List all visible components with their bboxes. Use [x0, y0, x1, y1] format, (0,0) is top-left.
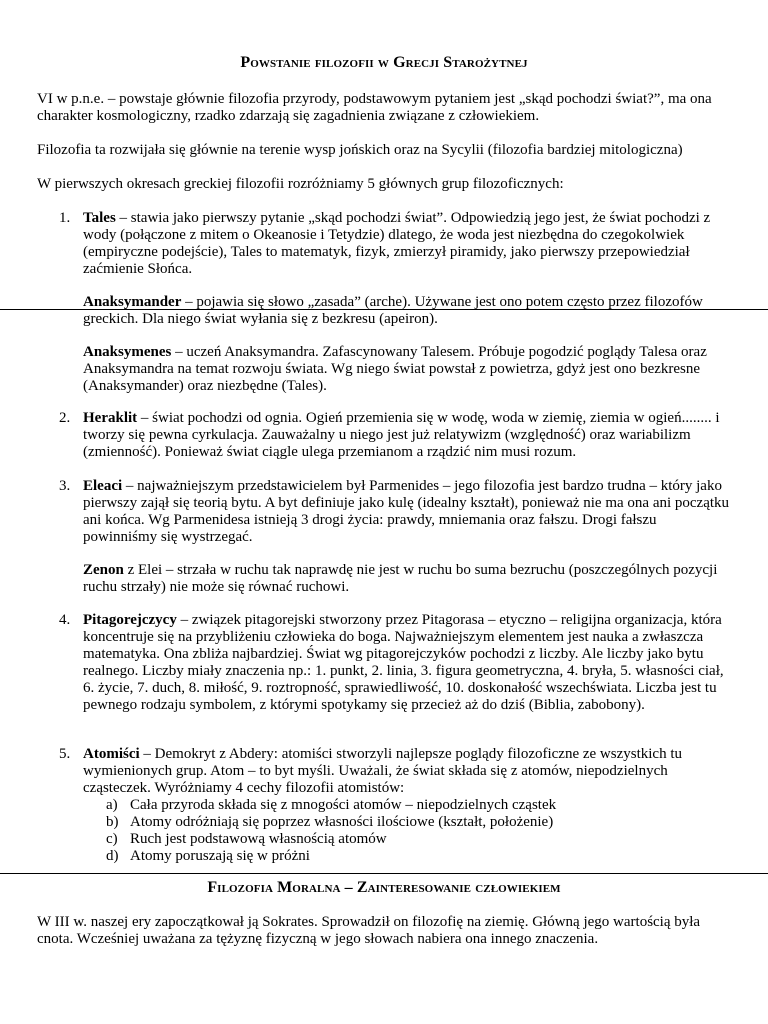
list-number: 2.: [59, 410, 71, 426]
sublist-letter: a): [106, 797, 118, 813]
philosopher-name: Anaksymander: [83, 294, 182, 310]
list-item-tales: [83, 210, 733, 278]
item-text: – uczeń Anaksymandra. Zafascynowany Talesem. Próbuje pogodzić poglądy Talesa oraz Anaksymandra na temat rozwoju świata. Wg niego świat powstał z powietrza, gdyż jest ono bezkresne (Anaksymander) oraz niezbędne (Tales).: [83, 344, 707, 394]
philosopher-name: Tales: [83, 210, 116, 226]
item-text: – stawia jako pierwszy pytanie „skąd pochodzi świat”. Odpowiedzią jego jest, że świat pochodzi z wody (połączone z mitem o Okeanosie i Tetydzie) dlatego, że woda jest niezbędna do czegokolwiek (empiryczne podejście), Tales to matematyk, fizyk, zmierzył piramidy, jako pierwszy przepowiedział zaćmienie Słońca.: [83, 210, 711, 277]
list-number: 5.: [59, 746, 71, 762]
page-break-line: [0, 873, 768, 874]
sublist-letter: b): [106, 814, 119, 830]
list-number: 4.: [59, 612, 71, 628]
list-number: 1.: [59, 210, 71, 226]
philosopher-name: Heraklit: [83, 410, 138, 426]
list-item-anaksymenes: [83, 344, 733, 395]
outro-paragraph: W III w. naszej ery zapoczątkował ją Sokrates. Sprowadził on filozofię na ziemię. Główną jego wartością była cnota. Wcześniej uważana za tężyznę fizyczną w jego słowach nabiera ona innego znaczenia.: [37, 914, 701, 947]
philosopher-name: Atomiści: [83, 746, 140, 762]
sublist-item: Atomy odróżniają się poprzez własności ilościowe (kształt, położenie): [130, 814, 554, 830]
philosopher-name: Eleaci: [83, 478, 123, 494]
item-text: – świat pochodzi od ognia. Ogień przemienia się w wodę, woda w ziemię, ziemia w ogień........ i tworzy się pewna cyrkulacja. Zauważalny u niego jest już relatywizm (względność) oraz wariabilizm (zmienność). Ponieważ świat ciągle ulega przemianom a rządzić nim musi rozum.: [83, 410, 720, 460]
page-break-line: [0, 309, 768, 310]
intro-paragraph-2: Filozofia ta rozwijała się głównie na terenie wysp jońskich oraz na Sycylii (filozofia bardziej mitologiczna): [37, 142, 683, 158]
item-text: – najważniejszym przedstawicielem był Parmenides – jego filozofia jest bardzo trudna – który jako pierwszy zajął się teorią bytu. A byt definiuje jako kulę (idealny kształt), ponieważ nie ma ona ani początku ani końca. Wg Parmenidesa istnieją 3 drogi życia: prawdy, mniemania oraz fałszu. Drogi fałszu powinniśmy się wystrzegać.: [83, 478, 730, 545]
item-text: z Elei – strzała w ruchu tak naprawdę nie jest w ruchu bo suma bezruchu (poszczególnych pozycji ruchu strzały) nie może się równać ruchowi.: [83, 562, 718, 595]
list-item-pitagorejczycy: [83, 612, 733, 714]
sublist-letter: c): [106, 831, 118, 847]
philosopher-name: Pitagorejczycy: [83, 612, 177, 628]
item-text: – Demokryt z Abdery: atomiści stworzyli najlepsze poglądy filozoficzne ze wszystkich tu wymienionych grup. Atom – to byt myśli. Uważali, że świat składa się z atomów, niepodzielnych cząsteczek. Wyróżniamy 4 cechy filozofii atomistów:: [83, 746, 682, 796]
sublist-letter: d): [106, 848, 119, 864]
list-item-zenon: [83, 562, 733, 596]
philosopher-name: Anaksymenes: [83, 344, 172, 360]
section-title: Filozofia Moralna – Zainteresowanie człowiekiem: [207, 879, 561, 896]
list-item-anaksymander: [83, 294, 733, 328]
item-text: – pojawia się słowo „zasada” (arche). Używane jest ono potem często przez filozofów greckich. Dla niego świat wyłania się z bezkresu (apeiron).: [83, 294, 703, 327]
list-item-atomisci: [83, 746, 733, 797]
sublist-item: Cała przyroda składa się z mnogości atomów – niepodzielnych cząstek: [130, 797, 557, 813]
list-item-heraklit: [83, 410, 733, 461]
page-title: Powstanie filozofii w Grecji Starożytnej: [240, 54, 528, 71]
item-text: – związek pitagorejski stworzony przez Pitagorasa – etyczno – religijna organizacja, która koncentruje się na przybliżeniu człowieka do boga. Najważniejszym elementem jest nauka a zwłaszcza matematyka. Ona zbliża najbardziej. Świat wg pitagorejczyków pochodzi z liczby. Ale liczby jako bytu realnego. Liczby miały znaczenia np.: 1. punkt, 2. linia, 3. figura geometryczna, 4. bryła, 5. własności ciał, 6. życie, 7. duch, 8. miłość, 9. roztropność, sprawiedliwość, 10. doskonałość wszechświata. Liczba jest tu pewnego rodzaju symbolem, z którymi spotykamy się przecież aż do dziś (Biblia, zabobony).: [83, 612, 724, 713]
intro-paragraph-3: W pierwszych okresach greckiej filozofii rozróżniamy 5 głównych grup filozoficznych:: [37, 176, 564, 192]
list-number: 3.: [59, 478, 71, 494]
philosopher-name: Zenon: [83, 562, 124, 578]
intro-paragraph-1: VI w p.n.e. – powstaje głównie filozofia przyrody, podstawowym pytaniem jest „skąd pochodzi świat?”, ma ona charakter kosmologiczny, rzadko zdarzają się zagadnienia związane z człowiekiem.: [37, 91, 712, 124]
sublist-item: Atomy poruszają się w próżni: [130, 848, 310, 864]
list-item-eleaci: [83, 478, 733, 546]
sublist-item: Ruch jest podstawową własnością atomów: [130, 831, 387, 847]
